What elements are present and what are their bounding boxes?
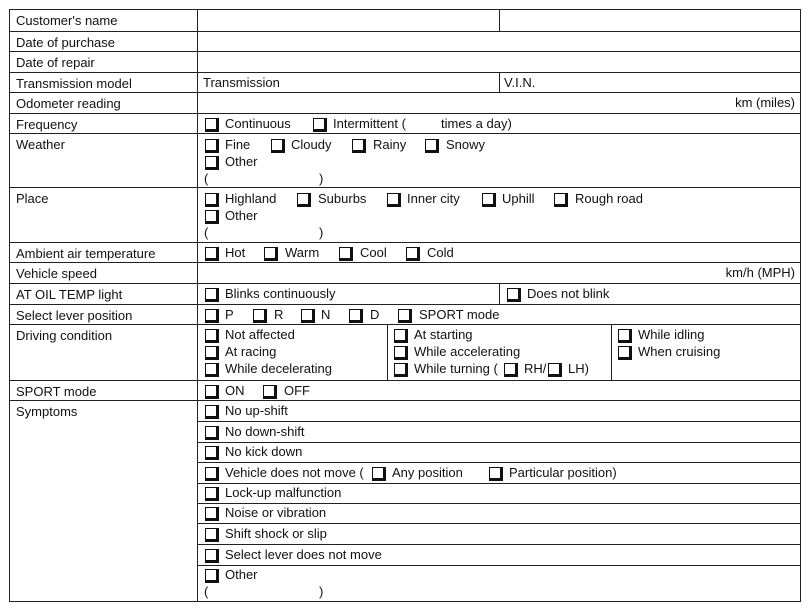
checkbox-highland[interactable] (205, 193, 219, 207)
row-sport-mode (10, 380, 800, 400)
option-blinks: Blinks continuously (225, 286, 336, 301)
row-odometer (10, 92, 800, 113)
checkbox-lh[interactable] (548, 363, 562, 377)
checkbox-blinks[interactable] (205, 288, 219, 302)
option-intermittent: Intermittent ( (333, 116, 406, 131)
checkbox-d[interactable] (349, 309, 363, 323)
label-select-lever: Select lever position (10, 305, 198, 324)
times-a-day-label: times a day) (441, 116, 512, 131)
checkbox-not-affected[interactable] (205, 329, 219, 343)
option-rainy: Rainy (373, 137, 407, 152)
odometer-field[interactable] (198, 93, 800, 113)
symptoms-other-paren-open: ( (204, 584, 209, 599)
label-customer-name: Customer's name (10, 10, 198, 31)
checkbox-place-other[interactable] (205, 210, 219, 224)
option-p: P (225, 307, 234, 322)
option-cold: Cold (427, 245, 454, 260)
checkbox-rh[interactable] (504, 363, 518, 377)
option-no-kickdown: No kick down (225, 444, 303, 459)
option-inner-city: Inner city (407, 191, 460, 206)
label-at-oil-temp: AT OIL TEMP light (10, 284, 198, 304)
option-place-other: Other (225, 208, 258, 223)
row-date-of-purchase (10, 31, 800, 51)
option-particular-position: Particular position) (509, 465, 617, 480)
checkbox-symptoms-other[interactable] (205, 569, 219, 583)
label-odometer: Odometer reading (10, 93, 198, 113)
checkbox-when-cruising[interactable] (618, 346, 632, 360)
option-noise: Noise or vibration (225, 505, 327, 520)
symptoms-other-paren-close: ) (319, 584, 324, 599)
label-place: Place (10, 188, 198, 242)
label-ambient-temp: Ambient air temperature (10, 243, 198, 262)
date-of-purchase-field[interactable] (198, 32, 800, 51)
row-driving-condition (10, 324, 800, 380)
option-suburbs: Suburbs (318, 191, 367, 206)
option-cool: Cool (360, 245, 387, 260)
option-lockup: Lock-up malfunction (225, 485, 342, 500)
checkbox-warm[interactable] (264, 247, 278, 261)
option-no-upshift: No up-shift (225, 403, 288, 418)
option-off: OFF (284, 383, 310, 398)
checkbox-no-downshift[interactable] (205, 426, 219, 440)
checkbox-no-upshift[interactable] (205, 405, 219, 419)
checkbox-off[interactable] (263, 385, 277, 399)
weather-other-paren-close: ) (319, 171, 324, 186)
checkbox-r[interactable] (253, 309, 267, 323)
option-lever-not-move: Select lever does not move (225, 547, 382, 562)
odometer-unit: km (miles) (735, 95, 795, 110)
place-other-paren-close: ) (319, 225, 324, 240)
option-r: R (274, 307, 284, 322)
checkbox-no-kickdown[interactable] (205, 446, 219, 460)
option-weather-other: Other (225, 154, 258, 169)
checkbox-at-starting[interactable] (394, 329, 408, 343)
option-d: D (370, 307, 380, 322)
checkbox-rough-road[interactable] (554, 193, 568, 207)
option-at-racing: At racing (225, 344, 277, 359)
checkbox-while-accelerating[interactable] (394, 346, 408, 360)
row-date-of-repair (10, 51, 800, 72)
label-date-of-repair: Date of repair (10, 52, 198, 72)
row-transmission-model (10, 72, 800, 92)
checkbox-shift-shock[interactable] (205, 528, 219, 542)
row-place (10, 187, 800, 242)
option-hot: Hot (225, 245, 246, 260)
row-customer-name (10, 10, 800, 31)
option-while-turning: While turning ( (414, 361, 498, 376)
place-other-paren-open: ( (204, 225, 209, 240)
checkbox-at-racing[interactable] (205, 346, 219, 360)
option-symptoms-other: Other (225, 567, 258, 582)
checkbox-while-decelerating[interactable] (205, 363, 219, 377)
row-vehicle-speed (10, 262, 800, 283)
label-vehicle-speed: Vehicle speed (10, 263, 198, 283)
vehicle-speed-unit: km/h (MPH) (725, 265, 795, 280)
option-not-move: Vehicle does not move ( (225, 465, 364, 480)
row-weather (10, 133, 800, 187)
option-on: ON (225, 383, 245, 398)
checkbox-while-idling[interactable] (618, 329, 632, 343)
checkbox-no-blink[interactable] (507, 288, 521, 302)
checkbox-snowy[interactable] (425, 139, 439, 153)
label-symptoms: Symptoms (10, 401, 198, 601)
option-continuous: Continuous (225, 116, 291, 131)
label-date-of-purchase: Date of purchase (10, 32, 198, 51)
option-while-accelerating: While accelerating (414, 344, 521, 359)
checkbox-suburbs[interactable] (297, 193, 311, 207)
checkbox-inner-city[interactable] (387, 193, 401, 207)
option-shift-shock: Shift shock or slip (225, 526, 327, 541)
checkbox-fine[interactable] (205, 139, 219, 153)
weather-other-paren-open: ( (204, 171, 209, 186)
diagnostic-worksheet (9, 9, 801, 602)
option-lh: LH) (568, 361, 589, 376)
checkbox-noise[interactable] (205, 507, 219, 521)
option-no-blink: Does not blink (527, 286, 610, 301)
checkbox-lockup[interactable] (205, 487, 219, 501)
label-weather: Weather (10, 134, 198, 187)
checkbox-uphill[interactable] (482, 193, 496, 207)
option-any-position: Any position (392, 465, 463, 480)
checkbox-lever-not-move[interactable] (205, 549, 219, 563)
option-while-decelerating: While decelerating (225, 361, 332, 376)
row-symptoms (10, 400, 800, 601)
option-at-starting: At starting (414, 327, 473, 342)
option-cloudy: Cloudy (291, 137, 332, 152)
checkbox-sport[interactable] (398, 309, 412, 323)
option-fine: Fine (225, 137, 251, 152)
checkbox-cold[interactable] (406, 247, 420, 261)
option-no-downshift: No down-shift (225, 424, 305, 439)
row-ambient-temp (10, 242, 800, 262)
checkbox-n[interactable] (301, 309, 315, 323)
option-rough-road: Rough road (575, 191, 643, 206)
vehicle-speed-field[interactable] (198, 263, 800, 283)
checkbox-on[interactable] (205, 385, 219, 399)
checkbox-continuous[interactable] (205, 118, 219, 132)
checkbox-intermittent[interactable] (313, 118, 327, 132)
option-snowy: Snowy (446, 137, 486, 152)
label-driving-condition: Driving condition (10, 325, 198, 380)
option-highland: Highland (225, 191, 277, 206)
checkbox-while-turning[interactable] (394, 363, 408, 377)
checkbox-hot[interactable] (205, 247, 219, 261)
vin-label: V.I.N. (504, 75, 536, 90)
label-sport-mode: SPORT mode (10, 381, 198, 400)
option-n: N (321, 307, 331, 322)
row-frequency (10, 113, 800, 133)
option-uphill: Uphill (502, 191, 535, 206)
option-sport: SPORT mode (419, 307, 500, 322)
checkbox-p[interactable] (205, 309, 219, 323)
option-when-cruising: When cruising (638, 344, 721, 359)
option-rh: RH/ (524, 361, 547, 376)
row-select-lever (10, 304, 800, 324)
date-of-repair-field[interactable] (198, 52, 800, 72)
label-frequency: Frequency (10, 114, 198, 133)
checkbox-particular-position[interactable] (489, 467, 503, 481)
checkbox-cloudy[interactable] (271, 139, 285, 153)
checkbox-weather-other[interactable] (205, 156, 219, 170)
checkbox-not-move[interactable] (205, 467, 219, 481)
option-while-idling: While idling (638, 327, 705, 342)
checkbox-any-position[interactable] (372, 467, 386, 481)
option-warm: Warm (285, 245, 320, 260)
label-transmission-model: Transmission model (10, 73, 198, 92)
checkbox-rainy[interactable] (352, 139, 366, 153)
row-at-oil-temp (10, 283, 800, 304)
checkbox-cool[interactable] (339, 247, 353, 261)
transmission-label: Transmission (203, 75, 280, 90)
option-not-affected: Not affected (225, 327, 295, 342)
